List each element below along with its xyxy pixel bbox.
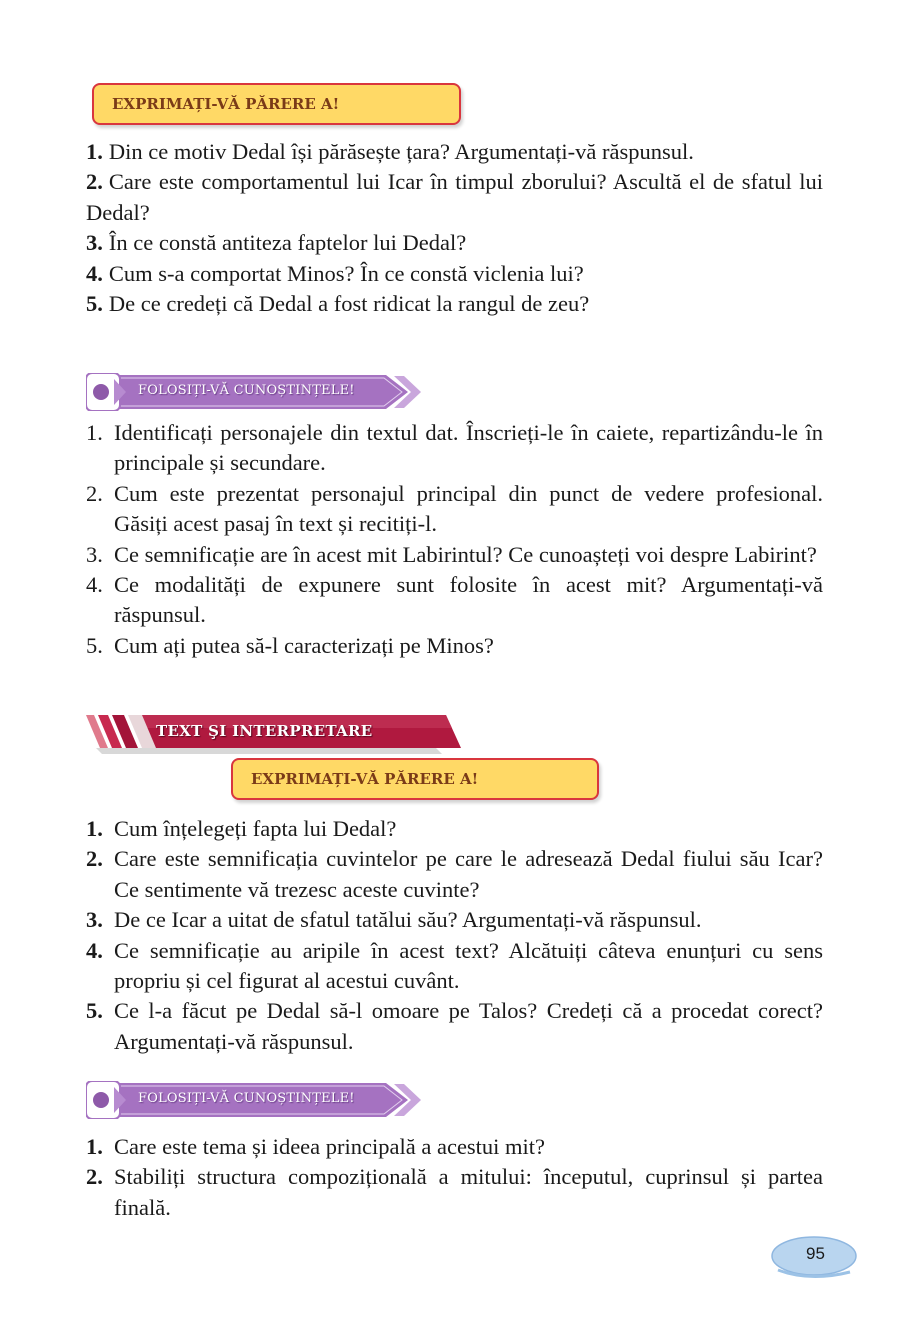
page-number-label: 95 [806,1244,825,1263]
list-item: 3. Ce semnificație are în acest mit Labirintul? Ce cunoașteți voi despre Labirint? [86,541,817,567]
knowledge-banner-1 [86,373,431,411]
list-item: 3. În ce constă antiteza faptelor lui Dedal? [86,230,467,256]
list-item: 1. Cum înțelegeți fapta lui Dedal? [86,816,397,841]
list-item: 2. Cum este prezentat personajul principal din punct de vedere profesional. Găsiți acest pasaj în text și recitiți-l. [86,480,823,537]
page-number [770,1234,862,1284]
text-interpretation-banner [86,714,466,756]
list-item: 5. Cum ați putea să-l caracterizați pe Minos? [86,632,494,658]
section2-questions [86,418,823,661]
text-interpretation-banner-label: TEXT ŞI INTERPRETARE [156,722,373,740]
knowledge-banner-2-label: FOLOSIȚI-VĂ CUNOȘTINȚELE! [138,1091,355,1106]
list-item: 4. Ce semnificație au aripile în acest text? Alcătuiți câteva enunțuri cu sens propriu și cel figurat al acestui cuvânt. [86,937,823,994]
list-item: 2. Care este comportamentul lui Icar în timpul zborului? Ascultă el de sfatul lui Dedal? [86,169,823,225]
list-item: 5. Ce l-a făcut pe Dedal să-l omoare pe Talos? Credeți că a procedat corect? Argumentați-vă răspunsul. [86,998,823,1054]
opinion-heading-1 [92,83,461,125]
section1-questions [86,137,823,319]
opinion-heading-1-label: EXPRIMAȚI-VĂ PĂRERE A! [112,95,340,113]
list-item: 2. Stabiliți structura compozițională a mitului: începutul, cuprinsul și partea finală. [86,1164,823,1220]
section4-questions [86,1132,823,1223]
list-item: 4. Ce modalități de expunere sunt folosite în acest mit? Argumentați-vă răspunsul. [86,572,823,628]
list-item: 1. Din ce motiv Dedal își părăsește țara? Argumentați-vă răspunsul. [86,139,694,164]
list-item: 2. Care este semnificația cuvintelor pe care le adresează Dedal fiului său Icar? Ce sentimente vă trezesc aceste cuvinte? [86,846,823,902]
opinion-heading-2 [231,758,599,800]
knowledge-banner-2 [86,1081,431,1119]
opinion-heading-2-label: EXPRIMAȚI-VĂ PĂRERE A! [251,770,479,788]
list-item: 4. Cum s-a comportat Minos? În ce constă viclenia lui? [86,260,584,286]
section3-questions [86,814,823,1057]
list-item: 3. De ce Icar a uitat de sfatul tatălui său? Argumentați-vă răspunsul. [86,907,702,933]
list-item: 5. De ce credeți că Dedal a fost ridicat la rangul de zeu? [86,291,590,317]
list-item: 1. Care este tema și ideea principală a acestui mit? [86,1134,546,1159]
knowledge-banner-1-label: FOLOSIȚI-VĂ CUNOȘTINȚELE! [138,383,355,398]
list-item: 1. Identificați personajele din textul dat. Înscrieți-le în caiete, repartizându-le în principale și secundare. [86,420,823,476]
